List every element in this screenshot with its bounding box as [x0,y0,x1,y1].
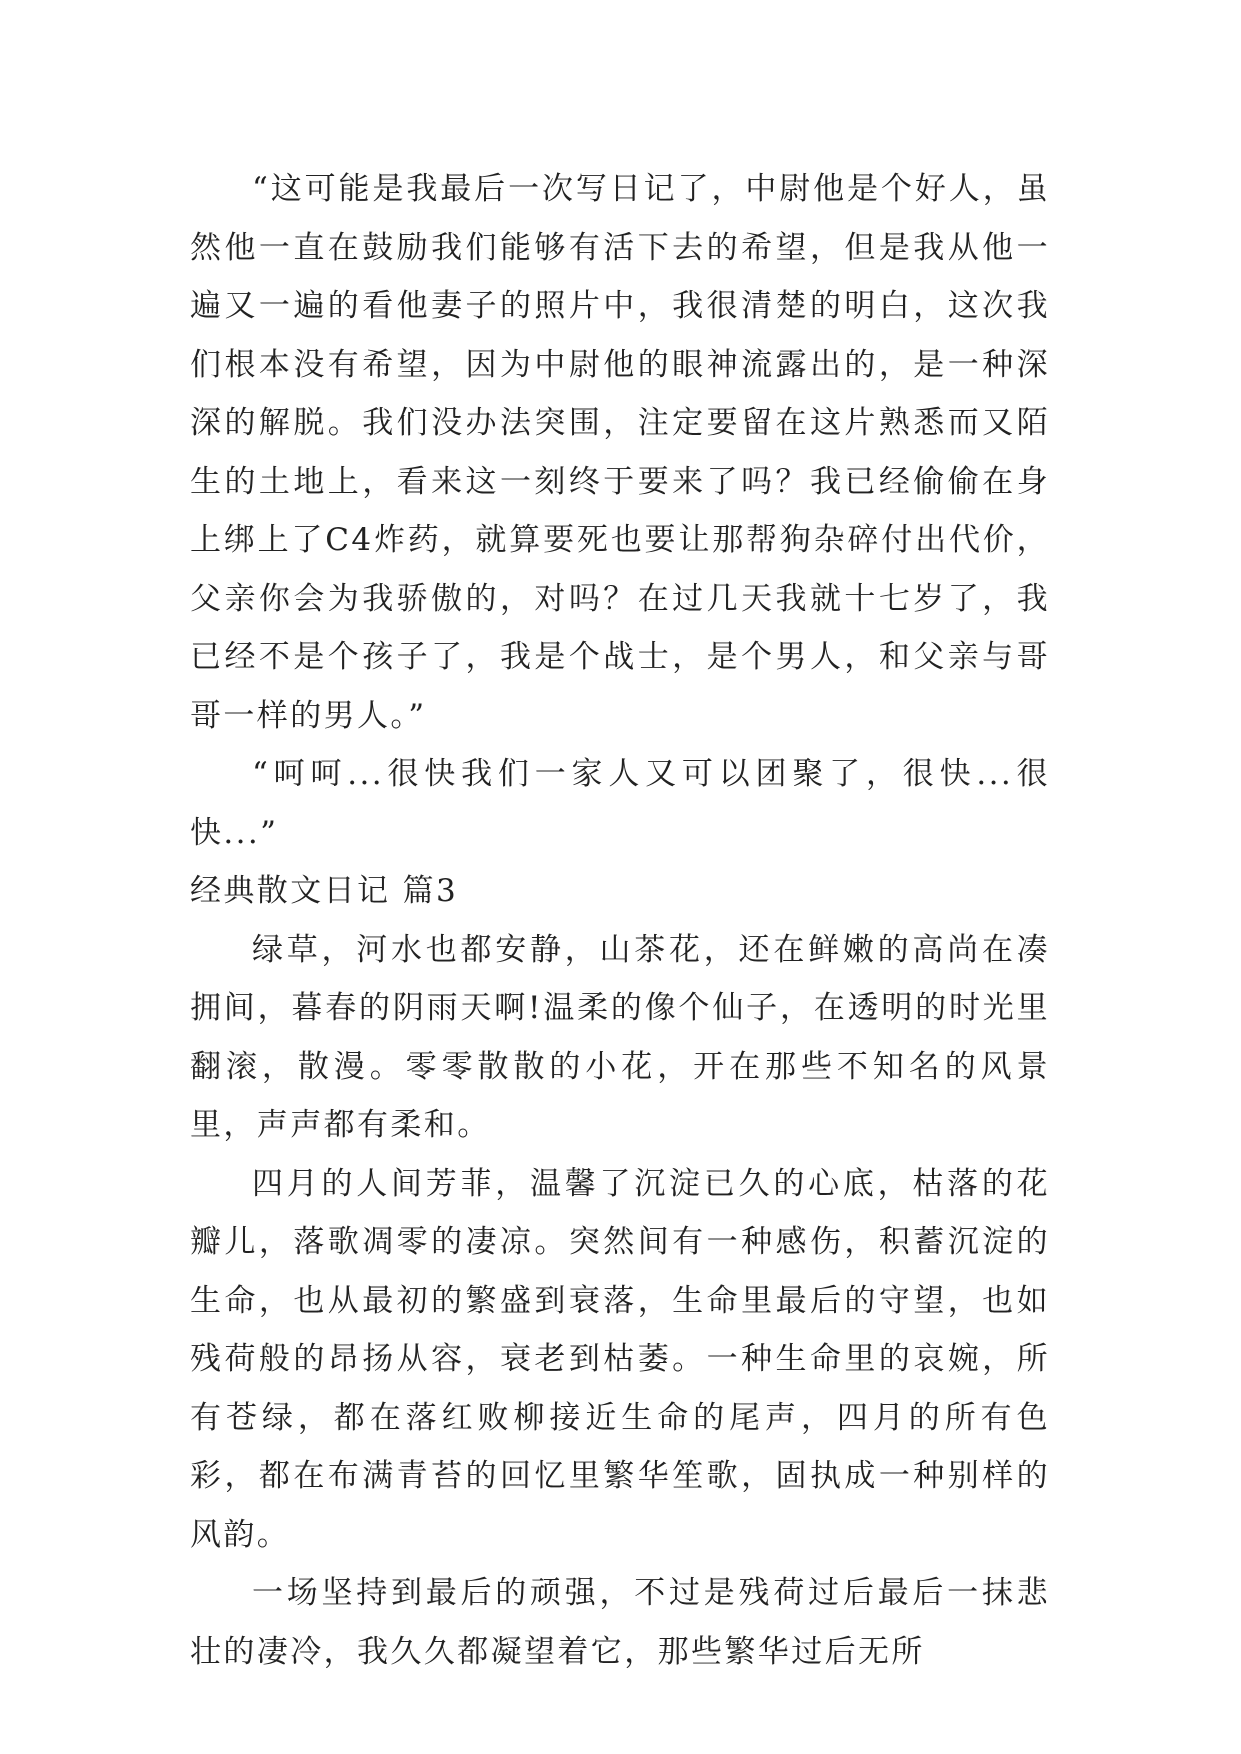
paragraph-april: 四月的人间芳菲，温馨了沉淀已久的心底，枯落的花瓣儿，落歌凋零的凄凉。突然间有一种感伤，积蓄沉淀的生命，也从最初的繁盛到衰落，生命里最后的守望，也如残荷般的昂扬从容，衰老到枯萎。一种生命里的哀婉，所有苍绿，都在落红败柳接近生命的尾声，四月的所有色彩，都在布满青苔的回忆里繁华笙歌，固执成一种别样的风韵。 [190,1165,1050,1553]
paragraph-diary-entry: “这可能是我最后一次写日记了，中尉他是个好人，虽然他一直在鼓励我们能够有活下去的希望，但是我从他一遍又一遍的看他妻子的照片中，我很清楚的明白，这次我们根本没有希望，因为中尉他的眼神流露出的，是一种深深的解脱。我们没办法突围，注定要留在这片熟悉而又陌生的土地上，看来这一刻终于要来了吗？我已经偷偷在身上绑上了C4炸药，就算要死也要让那帮狗杂碎付出代价，父亲你会为我骄傲的，对吗？在过几天我就十七岁了，我已经不是个孩子了，我是个战士，是个男人，和父亲与哥哥一样的男人。” [190,171,1050,734]
paragraph-reunion: “呵呵...很快我们一家人又可以团聚了，很快...很快...” [190,756,1050,851]
document-body [190,160,1050,1681]
section-heading: 经典散文日记 篇3 [190,873,459,909]
paragraph-spring-rain: 绿草，河水也都安静，山茶花，还在鲜嫩的高尚在凑拥间，暮春的阴雨天啊!温柔的像个仙子，在透明的时光里翻滚，散漫。零零散散的小花，开在那些不知名的风景里，声声都有柔和。 [190,931,1050,1143]
paragraph-persistence: 一场坚持到最后的顽强，不过是残荷过后最后一抹悲壮的凄冷，我久久都凝望着它，那些繁华过后无所 [190,1575,1050,1670]
